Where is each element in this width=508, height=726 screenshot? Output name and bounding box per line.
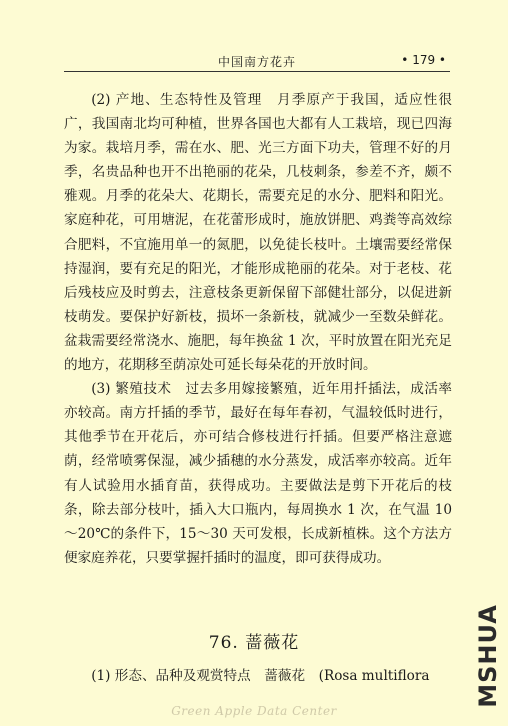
running-title: 中国南方花卉 [218, 55, 297, 69]
side-watermark-text: MSHUA [474, 604, 503, 708]
paragraph-origin-ecology: (2) 产地、生态特性及管理 月季原产于我国，适应性很广，我国南北均可种植，世界各国也大都有人工栽培，现已四海为家。栽培月季，需在水、肥、光三方面下功夫，管理不好的月季，名贵品种也开不出艳丽的花朵，几枝刺条，参差不齐，颇不雅观。月季的花朵大、花期长，需要充足的水分、肥料和阳光。家庭种花，可用塘泥，在花蕾形成时，施放饼肥、鸡粪等高效综合肥料，不宜施用单一的氮肥，以免徒长枝叶。土壤需要经常保持湿润，要有充足的阳光，才能形成艳丽的花朵。对于老枝、花后残枝应及时剪去，注意枝条更新保留下部健壮部分，以促进新枝萌发。要保护好新枝，损坏一条新枝，就减少一至数朵鲜花。盆栽需要经常浇水、施肥，每年换盆 1 次，平时放置在阳光充足的地方，花期移至荫凉处可延长每朵花的开放时间。 [64, 92, 452, 374]
paragraph-morphology-start: (1) 形态、品种及观赏特点 蔷薇花 (Rosa multiflora [91, 668, 430, 684]
paragraph-propagation: (3) 繁殖技术 过去多用嫁接繁殖，近年用扦插法，成活率亦较高。南方扦插的季节，最好在每年春初，气温较低时进行，其他季节在开花后，亦可结合修枝进行扦插。但要严格注意遮荫，经常喷雾保湿，减少插穗的水分蒸发，成活率亦较高。近年有人试验用水插育苗，获得成功。主要做法是剪下开花后的枝条，除去部分枝叶，插入大口瓶内，每周换水 1 次，在气温 10～20℃的条件下，15～30 天可发根，长成新植株。这个方法方便家庭养花，只要掌握扦插时的温度，即可获得成功。 [64, 381, 452, 566]
body-text [64, 88, 452, 570]
side-watermark [468, 600, 508, 712]
section-heading: 76. 蔷薇花 [208, 633, 300, 653]
header-rule [64, 71, 450, 72]
bottom-watermark: Green Apple Data Center [171, 704, 337, 718]
page-number: • 179 • [401, 53, 446, 67]
running-header [64, 50, 450, 72]
